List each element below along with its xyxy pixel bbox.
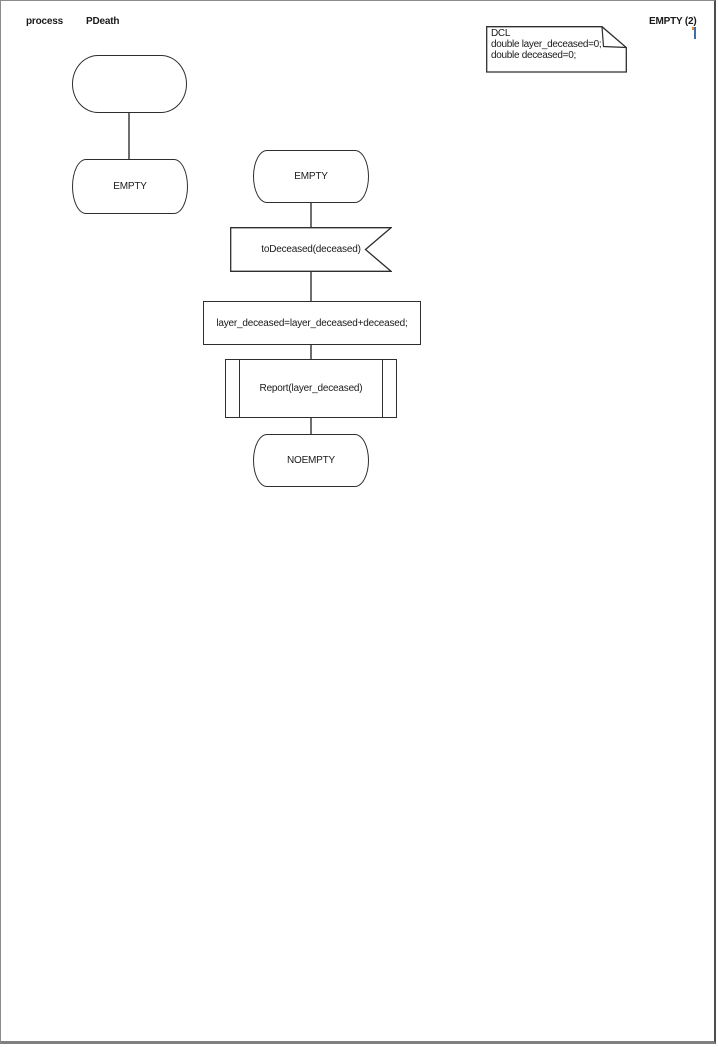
procedure-call-symbol[interactable] bbox=[225, 359, 397, 418]
connector-state-to-input bbox=[310, 201, 312, 229]
state-label: EMPTY bbox=[294, 171, 328, 182]
declaration-text[interactable] bbox=[491, 28, 621, 61]
declaration-keyword: DCL bbox=[491, 28, 511, 39]
text-caret bbox=[694, 27, 696, 39]
state-label: NOEMPTY bbox=[286, 455, 336, 466]
task-label: layer_deceased=layer_deceased+deceased; bbox=[216, 317, 408, 329]
task-symbol[interactable] bbox=[203, 301, 421, 345]
procedure-call-inner-line bbox=[382, 360, 383, 417]
start-symbol[interactable] bbox=[72, 55, 187, 113]
declaration-line: double deceased=0; bbox=[491, 50, 576, 61]
state-symbol-initial[interactable] bbox=[72, 159, 188, 214]
state-symbol-to[interactable] bbox=[253, 434, 369, 487]
procedure-call-label: Report(layer_deceased) bbox=[259, 383, 363, 394]
input-signal-label: toDeceased(deceased) bbox=[261, 244, 361, 255]
page-label[interactable]: EMPTY (2) bbox=[649, 16, 697, 27]
process-name[interactable]: PDeath bbox=[86, 16, 120, 27]
connector-start-to-state bbox=[128, 111, 130, 161]
declaration-line: double layer_deceased=0; bbox=[491, 39, 602, 50]
connector-proc-to-state bbox=[310, 416, 312, 436]
state-label: EMPTY bbox=[113, 181, 147, 192]
procedure-call-inner-line bbox=[239, 360, 240, 417]
state-symbol-from[interactable] bbox=[253, 150, 369, 203]
process-kind-label: process bbox=[26, 16, 63, 27]
connector-input-to-task bbox=[310, 270, 312, 303]
